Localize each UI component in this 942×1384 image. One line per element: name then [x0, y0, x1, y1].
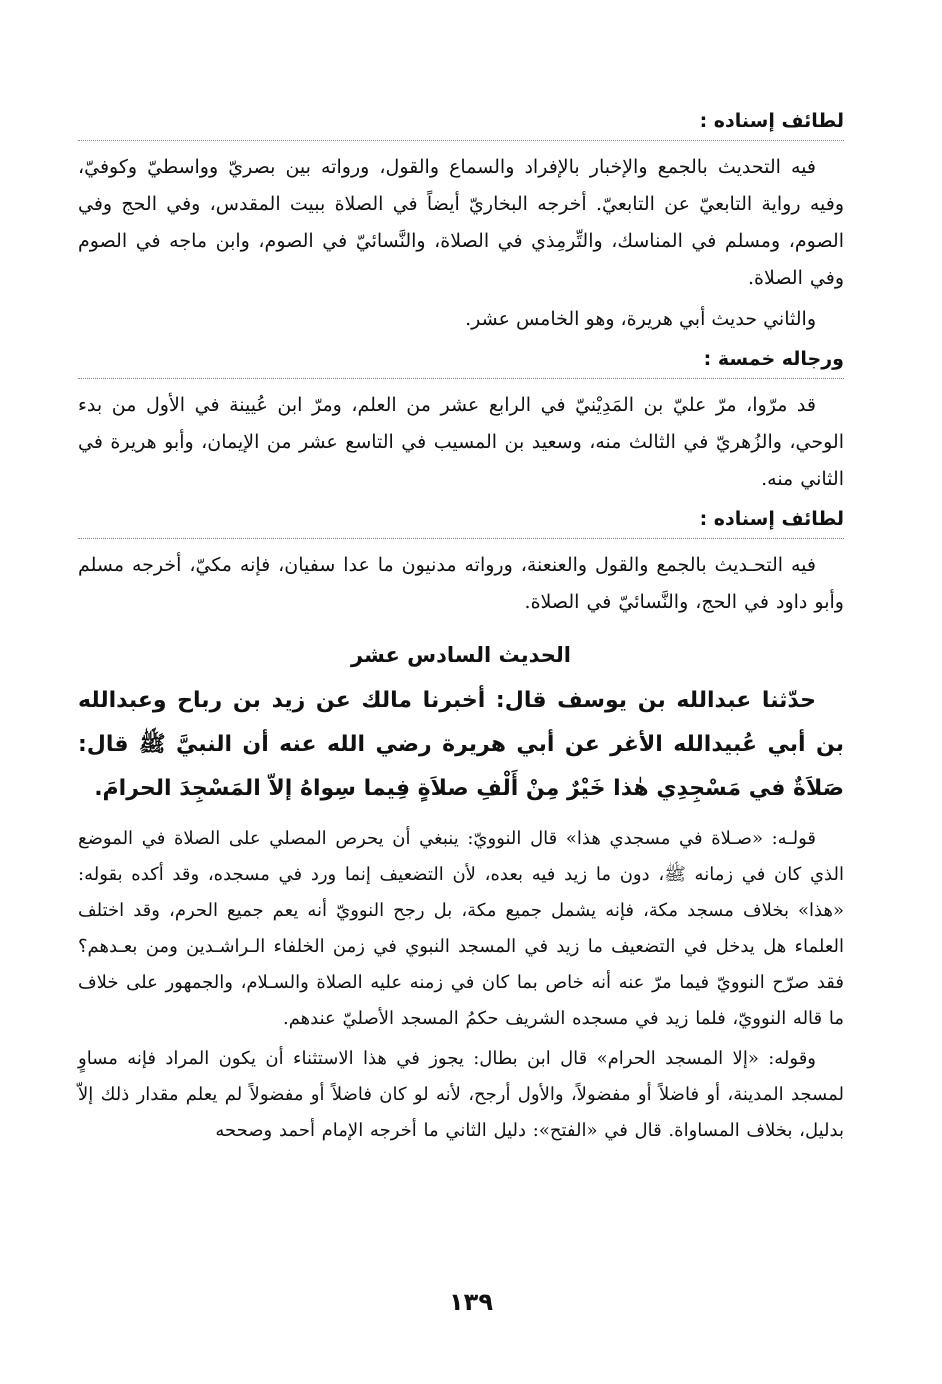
paragraph-isnad-details-2: فيه التحـديث بالجمع والقول والعنعنة، ورواته مدنيون ما عدا سفيان، فإنه مكيّ، أخرجه مسلم وأبو داود في الحج، والنَّسائيّ في الصلاة. — [78, 554, 844, 613]
heading-underline — [78, 378, 844, 379]
commentary-paragraph-1: قولـه: «صـلاة في مسجدي هذا» قال النوويّ: ينبغي أن يحرص المصلي على الصلاة في الموضع الذي كان في زمانه ﷺ، دون ما زيد فيه بعده، لأن التضعيف إنما ورد في مسجده، وقد أكده بقوله: «هذا» بخلاف مسجد مكة، فإنه يشمل جميع مكة، بل رجح النوويّ أنه يعم جميع الحرم، وقد اختلف العلماء هل يدخل في التضعيف ما زيد في المسجد النبوي في زمن الخلفاء الـراشـدين ومن بعـدهم؟ فقد صرّح النوويّ فيما مرّ عنه أنه خاص بما كان في زمنه عليه الصلاة والسـلام، والجمهور على خلاف ما قاله النوويّ، فلما زيد في مسجده الشريف حكمُ المسجد الأصليّ عندهم. — [78, 828, 844, 1029]
section-heading-isnad-1: لطائف إسناده : — [699, 110, 844, 132]
hadith-title: الحديث السادس عشر — [351, 643, 571, 667]
hadith-text: حدّثنا عبدالله بن يوسف قال: أخبرنا مالك عن زيد بن رباح وعبدالله بن أبي عُبيدالله الأغر عن أبي هريرة رضي الله عنه أن النبيَّ ﷺ قال: صَلاَةٌ في مَسْجِدِي هٰذا خَيْرٌ مِنْ أَلْفِ صلاَةٍ فِيما سِواهُ إلاّ المَسْجِدَ الحرامَ. — [78, 688, 844, 801]
page-number: ١٣٩ — [449, 1288, 493, 1316]
book-page — [78, 100, 844, 1153]
heading-underline — [78, 140, 844, 141]
section-heading-isnad-2: لطائف إسناده : — [699, 508, 844, 530]
paragraph-narrators: قد مرّوا، مرّ عليّ بن المَدِيْنيّ في الرابع عشر من العلم، ومرّ ابن عُيينة في الأول من بدء الوحي، والزُهريّ في الثالث منه، وسعيد بن المسيب في التاسع عشر من الإيمان، وأبو هريرة في الثاني منه. — [78, 394, 844, 490]
paragraph-isnad-details-1: فيه التحديث بالجمع والإخبار بالإفراد والسماع والقول، ورواته بين بصريّ وواسطيّ وكوفيّ، وفيه رواية التابعيّ عن التابعيّ. أخرجه البخاريّ أيضاً في الصلاة ببيت المقدس، وفي الحج وفي الصوم، ومسلم في المناسك، والتِّرمِذي في الصلاة، والنَّسائيّ في الصوم، وابن ماجه في الصوم وفي الصلاة. — [78, 156, 844, 289]
section-heading-narrators: ورجاله خمسة : — [703, 348, 844, 370]
heading-underline — [78, 538, 844, 539]
commentary-paragraph-2: وقوله: «إلا المسجد الحرام» قال ابن بطال: يجوز في هذا الاستثناء أن يكون المراد فإنه مساوٍ لمسجد المدينة، أو فاضلاً أو مفضولاً، والأول أرجح، لأنه لو كان فاضلاً أو مفضولاً لم يعلم مقدار ذلك إلاّ بدليل، بخلاف المساواة. قال في «الفتح»: دليل الثاني ما أخرجه الإمام أحمد وصححه — [78, 1048, 844, 1141]
paragraph-second-hadith: والثاني حديث أبي هريرة، وهو الخامس عشر. — [465, 308, 816, 330]
